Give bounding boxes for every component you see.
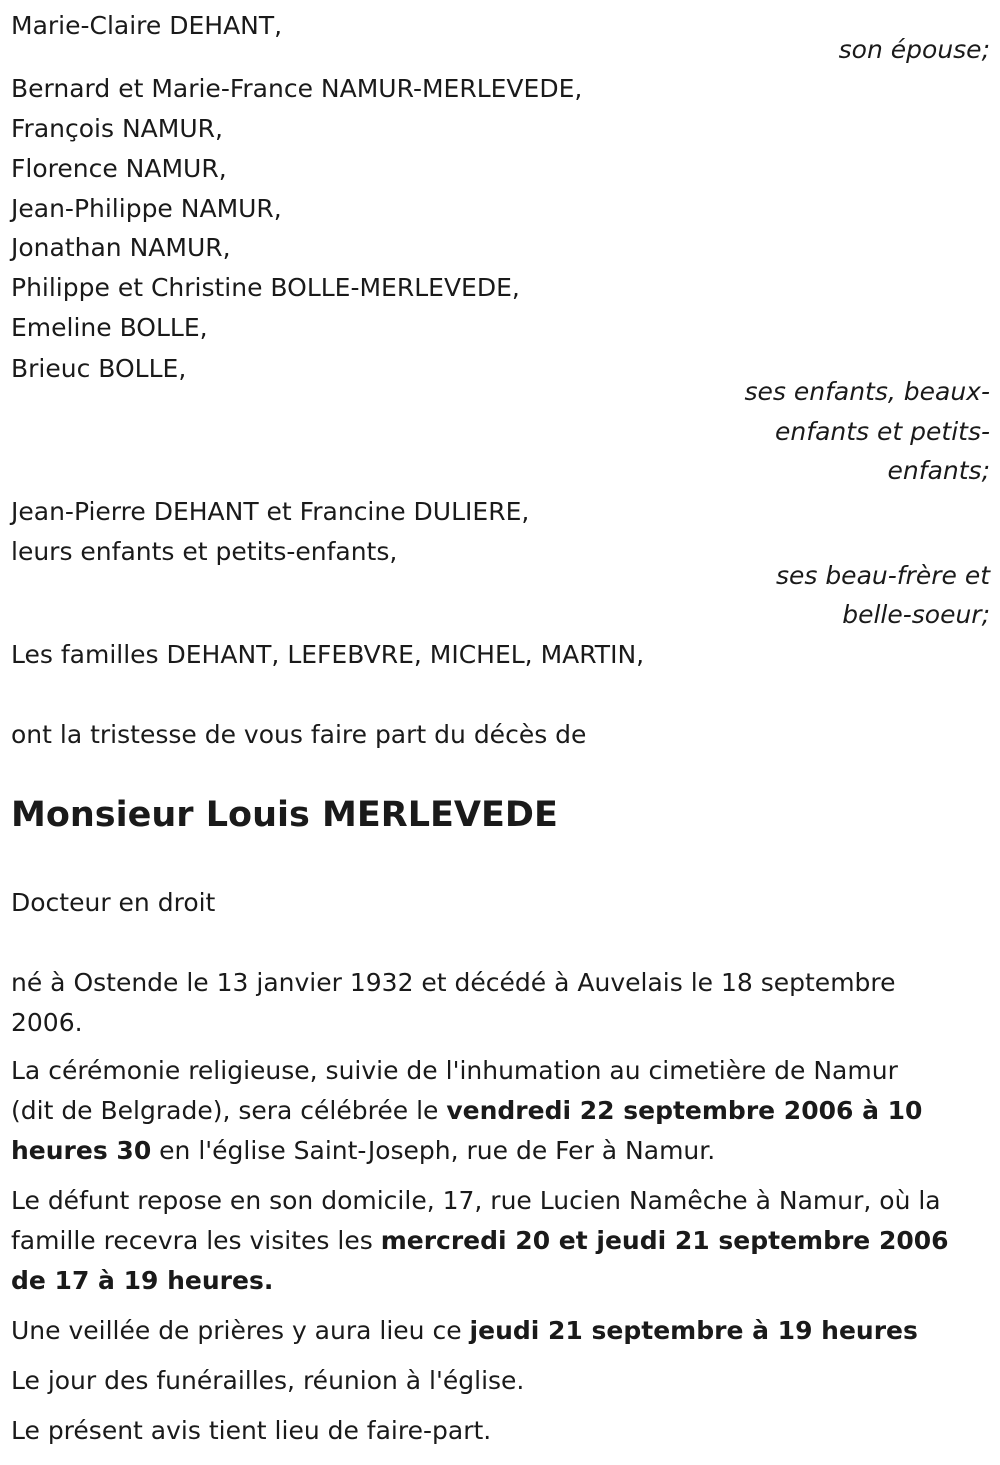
closing-line: Le présent avis tient lieu de faire-part. bbox=[11, 1416, 492, 1445]
ceremony-line: La cérémonie religieuse, suivie de l'inhumation au cimetière de Namur bbox=[11, 1056, 898, 1085]
family-line: leurs enfants et petits-enfants, bbox=[11, 537, 398, 566]
visits-hours: de 17 à 19 heures. bbox=[11, 1266, 274, 1295]
family-line: Bernard et Marie-France NAMUR-MERLEVEDE, bbox=[11, 74, 583, 103]
family-line: Jonathan NAMUR, bbox=[11, 233, 231, 262]
announcement-line: ont la tristesse de vous faire part du décès de bbox=[11, 720, 587, 749]
family-line: Florence NAMUR, bbox=[11, 154, 227, 183]
family-line: Marie-Claire DEHANT, bbox=[11, 11, 283, 40]
family-line: Emeline BOLLE, bbox=[11, 313, 208, 342]
family-line: Brieuc BOLLE, bbox=[11, 354, 187, 383]
family-line: Les familles DEHANT, LEFEBVRE, MICHEL, MARTIN, bbox=[11, 640, 645, 669]
relation-label: enfants et petits- bbox=[775, 417, 990, 446]
visits-line: Le défunt repose en son domicile, 17, rue Lucien Namêche à Namur, où la bbox=[11, 1186, 941, 1215]
visits-line: famille recevra les visites les mercredi 20 et jeudi 21 septembre 2006 bbox=[11, 1226, 949, 1255]
vigil-date: jeudi 21 septembre à 19 heures bbox=[469, 1316, 918, 1345]
ceremony-date: vendredi 22 septembre 2006 à 10 bbox=[446, 1096, 923, 1125]
ceremony-line: (dit de Belgrade), sera célébrée le vendredi 22 septembre 2006 à 10 bbox=[11, 1096, 923, 1125]
birth-death-line: né à Ostende le 13 janvier 1932 et décédé à Auvelais le 18 septembre bbox=[11, 968, 896, 997]
family-line: Jean-Pierre DEHANT et Francine DULIERE, bbox=[11, 497, 530, 526]
relation-label: ses enfants, beaux- bbox=[744, 377, 990, 406]
ceremony-line: heures 30 en l'église Saint-Joseph, rue de Fer à Namur. bbox=[11, 1136, 716, 1165]
deceased-name: Monsieur Louis MERLEVEDE bbox=[11, 795, 558, 835]
relation-label: belle-soeur; bbox=[842, 600, 990, 629]
closing-line: Le jour des funérailles, réunion à l'église. bbox=[11, 1366, 525, 1395]
visits-dates: mercredi 20 et jeudi 21 septembre 2006 bbox=[380, 1226, 949, 1255]
relation-label: ses beau-frère et bbox=[775, 561, 990, 590]
relation-label: son épouse; bbox=[838, 35, 990, 64]
family-line: François NAMUR, bbox=[11, 114, 223, 143]
deceased-title: Docteur en droit bbox=[11, 888, 216, 917]
birth-death-line: 2006. bbox=[11, 1008, 83, 1037]
family-line: Philippe et Christine BOLLE-MERLEVEDE, bbox=[11, 273, 520, 302]
family-line: Jean-Philippe NAMUR, bbox=[11, 194, 282, 223]
vigil-line: Une veillée de prières y aura lieu ce jeudi 21 septembre à 19 heures bbox=[11, 1316, 918, 1345]
relation-label: enfants; bbox=[887, 456, 990, 485]
ceremony-time: heures 30 bbox=[11, 1136, 152, 1165]
